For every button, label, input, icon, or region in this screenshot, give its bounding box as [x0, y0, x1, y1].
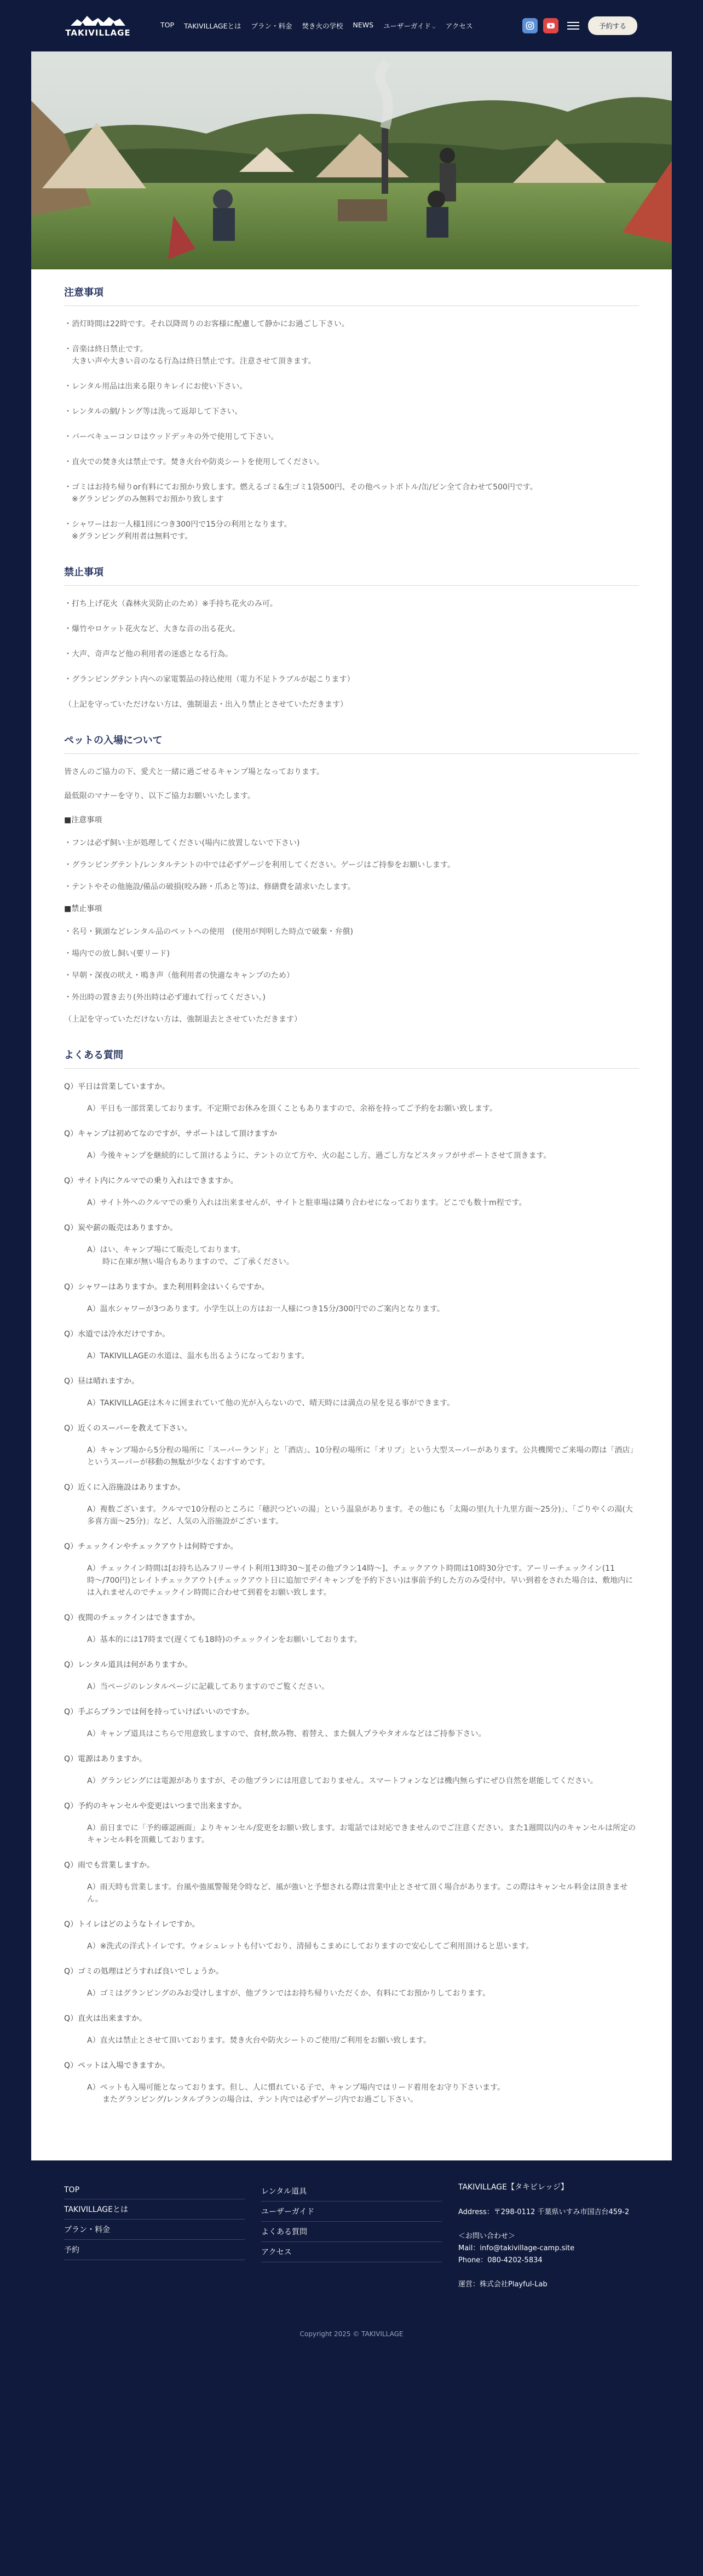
footer-link-access[interactable]: アクセス: [261, 2242, 442, 2262]
faq-question: Q）予約のキャンセルや変更はいつまで出来ますか。: [64, 1802, 247, 1811]
faq-question: Q）レンタル道具は何がありますか。: [64, 1661, 193, 1669]
nav-user-guide-label: ユーザーガイド: [383, 22, 431, 30]
faq-question: Q）近くに入浴施設はありますか。: [64, 1483, 186, 1492]
notes-item: ・消灯時間は22時です。それ以降周りのお客様に配慮して静かにお過ごし下さい。: [64, 320, 349, 329]
pets-subhead-notes: ■注意事項: [64, 816, 102, 825]
main-nav: [155, 21, 477, 31]
prohibited-item: ・グランピングテント内への家電製品の持込使用（電力不足トラブルが起こります）: [64, 675, 355, 684]
faq-question: Q）ペットは入場できますか。: [64, 2061, 170, 2070]
chevron-down-icon: ⌵: [431, 25, 436, 30]
faq-question: Q）キャンプは初めてなのですが、サポートはして頂けますか: [64, 1129, 278, 1138]
site-footer: [31, 2160, 672, 2360]
nav-user-guide[interactable]: [378, 21, 441, 31]
footer-contact-label: ＜お問い合わせ＞: [458, 2232, 516, 2240]
footer-columns: [64, 2181, 639, 2291]
logo-text: TAKIVILLAGE: [65, 28, 131, 38]
faq-answer: A）ペットも入場可能となっております。但し、人に慣れている子で、キャンプ場内ではリード着用をお守り下さいます。 またグランピング/レンタルプランの場合は、テント内では必ずゲージ内でお過ごし下さい。: [87, 2083, 505, 2104]
faq-question: Q）雨でも営業しますか。: [64, 1861, 155, 1870]
pets-note-item: ・フンは必ず飼い主が処理してください(場内に放置しないで下さい): [64, 839, 300, 848]
faq-question: Q）直火は出来ますか。: [64, 2014, 147, 2023]
faq-answer: A）前日までに「予約確認画面」よりキャンセル/変更をお願い致します。お電話では対応できませんのでご注意ください。また1週間以内のキャンセルは所定のキャンセル料を頂戴しております。: [87, 1824, 636, 1845]
notes-item: ・ゴミはお持ち帰りor有料にてお預かり致します。燃えるゴミ&生ゴミ1袋500円、その他ペットボトル/缶/ビン全て合わせて500円です。 ※グランピングのみ無料でお預かり致します: [64, 483, 538, 504]
hamburger-icon[interactable]: [567, 22, 579, 30]
footer-operator: 運営：株式会社Playful-Lab: [458, 2280, 548, 2289]
faq-answer: A）チェックイン時間は[お持ち込みフリーサイト利用13時30〜][その他プラン14時〜]、チェックアウト時間は10時30分です。アーリーチェックイン(11時〜/700円)とレイトチェックアウト(チェックアウト日に追加でデイキャンプを予約下さい)は事前予約した方のみ受付中。早い到着をされた場合は、敷地内には入れませんのでチェックイン時間に合わせて到着をお願い致します。: [87, 1564, 633, 1597]
copyright: Copyright 2025 © TAKIVILLAGE: [299, 2330, 404, 2338]
header-actions: [522, 16, 637, 35]
pets-prohibited-item: ・名号・猟頭などレンタル品のペットへの使用 (使用が判明した時点で破棄・弁償): [64, 927, 354, 936]
site-header: [0, 0, 703, 51]
nav-about[interactable]: TAKIVILLAGEとは: [184, 22, 241, 30]
footer-link-rental[interactable]: レンタル道具: [261, 2181, 442, 2202]
faq-answer: A）当ページのレンタルページに記載してありますのでご覧ください。: [87, 1682, 330, 1691]
site-logo[interactable]: [65, 14, 131, 38]
instagram-icon[interactable]: [522, 18, 538, 33]
faq-answer: A）温水シャワーが3つあります。小学生以上の方はお一人様につき15分/300円でのご案内となります。: [87, 1305, 445, 1313]
faq-question: Q）電源はありますか。: [64, 1755, 147, 1764]
faq-answer: A）はい、キャンプ場にて販売しております。 時に在庫が無い場合もありますので、ご了承ください。: [87, 1246, 294, 1266]
nav-news[interactable]: NEWS: [353, 21, 374, 29]
faq-answer: A）直火は禁止とさせて頂いております。焚き火台や防火シートのご使用/ご利用をお願い致します。: [87, 2036, 431, 2045]
faq-question: Q）ゴミの処理はどうすれば良いでしょうか。: [64, 1967, 224, 1976]
footer-link-reserve[interactable]: 予約: [64, 2240, 245, 2260]
footer-links-col2: [261, 2181, 458, 2291]
notes-item: ・レンタル用品は出来る限りキレイにお使い下さい。: [64, 382, 247, 391]
pets-note-item: ・グランピングテント/レンタルテントの中では必ずゲージを利用してください。ゲージはご持参をお願いします。: [64, 861, 456, 869]
notes-title: 注意事項: [64, 285, 639, 306]
footer-link-about[interactable]: TAKIVILLAGEとは: [64, 2199, 245, 2220]
notes-item: ・音楽は終日禁止です。 大きい声や大きい音のなる行為は終日禁止です。注意させて頂きます。: [64, 345, 316, 366]
faq-question: Q）手ぶらプランでは何を持っていけばいいのですか。: [64, 1708, 255, 1716]
faq-question: Q）シャワーはありますか。また利用料金はいくらですか。: [64, 1283, 269, 1292]
pets-prohibited-item: （上記を守っていただけない方は、強制退去とさせていただきます）: [64, 1015, 302, 1024]
reserve-button[interactable]: 予約する: [588, 16, 637, 35]
footer-info: [458, 2181, 639, 2291]
faq-question: Q）夜間のチェックインはできますか。: [64, 1613, 200, 1622]
nav-access[interactable]: アクセス: [445, 22, 473, 30]
notes-item: ・シャワーはお一人様1回につき300円で15分の利用となります。 ※グランピング利用者は無料です。: [64, 520, 292, 541]
nav-plans[interactable]: プラン・料金: [251, 22, 292, 30]
footer-links-col1: [64, 2181, 261, 2291]
faq-question: Q）トイレはどのようなトイレですか。: [64, 1920, 200, 1929]
pets-prohibited-item: ・外出時の置き去り(外出時は必ず連れて行ってください。): [64, 993, 266, 1002]
faq-answer: A）基本的には17時まで(遅くても18時)のチェックインをお願いしております。: [87, 1635, 362, 1644]
footer-link-plans[interactable]: プラン・料金: [64, 2220, 245, 2240]
faq-question: Q）水道では冷水だけですか。: [64, 1330, 170, 1339]
faq-answer: A）平日も一部営業しております。不定期でお休みを頂くこともありますので、余裕を持ってご予約をお願い致します。: [87, 1104, 498, 1113]
pets-prohibited-item: ・早朝・深夜の吠え・鳴き声（他利用者の快適なキャンプのため）: [64, 971, 294, 980]
footer-address: Address：〒298-0112 千葉県いすみ市国吉台459-2: [458, 2208, 630, 2216]
nav-top[interactable]: TOP: [160, 21, 175, 29]
faq-question: Q）チェックインやチェックアウトは何時ですか。: [64, 1542, 238, 1551]
pets-title: ペットの入場について: [64, 733, 639, 754]
faq-question: Q）近くのスーパーを教えて下さい。: [64, 1424, 192, 1433]
faq-answer: A）TAKIVILLAGEの水道は、温水も出るようになっております。: [87, 1352, 309, 1361]
notes-item: ・バーベキューコンロはウッドデッキの外で使用して下さい。: [64, 433, 279, 441]
prohibited-title: 禁止事項: [64, 564, 639, 586]
faq-answer: A）今後キャンプを継続的にして頂けるように、テントの立て方や、火の起こし方、過ごし方などスタッフがサポートさせて頂きます。: [87, 1151, 551, 1160]
faq-answer: A）キャンプ道具はこちらで用意致しますので、食材,飲み物、着替え、また個人プラやタオルなどはご持参下さい。: [87, 1730, 486, 1738]
notes-item: ・レンタルの網/トング等は洗って返却して下さい。: [64, 407, 243, 416]
pets-intro: 最低限のマナーを守り、以下ご協力お願いいたします。: [64, 792, 255, 800]
faq-question: Q）炭や薪の販売はありますか。: [64, 1224, 178, 1232]
notes-section: [64, 285, 639, 543]
footer-link-top[interactable]: TOP: [64, 2181, 245, 2199]
prohibited-item: （上記を守っていただけない方は、強制退去・出入り禁止とさせていただきます）: [64, 700, 348, 709]
footer-phone[interactable]: Phone：080-4202-5834: [458, 2256, 543, 2264]
hero-image: [31, 51, 672, 269]
pets-subhead-prohibited: ■禁止事項: [64, 904, 102, 913]
pets-prohibited-item: ・場内での放し飼い(要リード): [64, 949, 170, 958]
footer-mail[interactable]: Mail：info@takivillage-camp.site: [458, 2244, 575, 2252]
pets-intro: 皆さんのご協力の下、愛犬と一緒に過ごせるキャンプ場となっております。: [64, 768, 324, 776]
footer-title: TAKIVILLAGE【タキビレッジ】: [458, 2183, 568, 2192]
prohibited-section: [64, 564, 639, 711]
faq-title: よくある質問: [64, 1047, 639, 1069]
footer-link-user-guide[interactable]: ユーザーガイド: [261, 2202, 442, 2222]
prohibited-item: ・爆竹やロケット花火など、大きな音の出る花火。: [64, 625, 240, 633]
faq-answer: A）ゴミはグランピングのみお受けしますが、他プランではお持ち帰りいただくか、有料にてお預かりしております。: [87, 1989, 491, 1998]
youtube-icon[interactable]: [543, 18, 558, 33]
main-content: [31, 269, 672, 2160]
faq-section: [64, 1047, 639, 2106]
nav-school[interactable]: 焚き火の学校: [302, 22, 343, 30]
faq-answer: A）雨天時も営業します。台風や強風警報発令時など、風が強いと予想される際は営業中止とさせて頂く場合があります。この際はキャンセル料金は頂きません。: [87, 1883, 628, 1904]
faq-answer: A）複数ございます。クルマで10分程のところに「穂沢つどいの湯」という温泉があります。その他にも「太陽の里(九十九里方面〜25分)」、「ごりやくの湯(大多喜方面〜25分)」など、人気の入浴施設がございます。: [87, 1505, 633, 1526]
notes-item: ・直火での焚き火は禁止です。焚き火台や防炎シートを使用してください。: [64, 458, 324, 466]
faq-question: Q）サイト内にクルマでの乗り入れはできますか。: [64, 1177, 238, 1185]
faq-answer: A）キャンプ場から5分程の場所に「スーパーランド」と「酒店」、10分程の場所に「オリブ」という大型スーパーがあります。公共機関でご来場の際は「酒店」というスーパーが移動の無駄が少なくおすすめです。: [87, 1446, 638, 1467]
faq-question: Q）昼は晴れますか。: [64, 1377, 140, 1386]
logo-mark-icon: [70, 14, 126, 27]
prohibited-item: ・打ち上げ花火（森林火災防止のため）※手持ち花火のみ可。: [64, 600, 278, 608]
footer-link-faq[interactable]: よくある質問: [261, 2222, 442, 2242]
faq-question: Q）平日は営業していますか。: [64, 1082, 170, 1091]
pets-section: [64, 733, 639, 1025]
prohibited-item: ・大声、奇声など他の利用者の迷惑となる行為。: [64, 650, 233, 659]
faq-answer: A）※洗式の洋式トイレです。ウォシュレットも付いており、清掃もこまめにしておりますので安心してご利用頂けると思います。: [87, 1942, 534, 1951]
pets-note-item: ・テントやその他施設/備品の破損(咬み跡・爪あと等)は、修繕費を請求いたします。: [64, 883, 355, 891]
faq-answer: A）TAKIVILLAGEは木々に囲まれていて他の光が入らないので、晴天時には満点の星を見る事ができます。: [87, 1399, 455, 1408]
faq-answer: A）グランピングには電源がありますが、その他プランには用意しておりません。スマートフォンなどは機内無らずにぜひ自然を堪能してください。: [87, 1777, 598, 1785]
faq-answer: A）サイト外へのクルマでの乗り入れは出来ませんが、サイトと駐車場は隣り合わせになっております。どこでも数十m程です。: [87, 1198, 527, 1207]
